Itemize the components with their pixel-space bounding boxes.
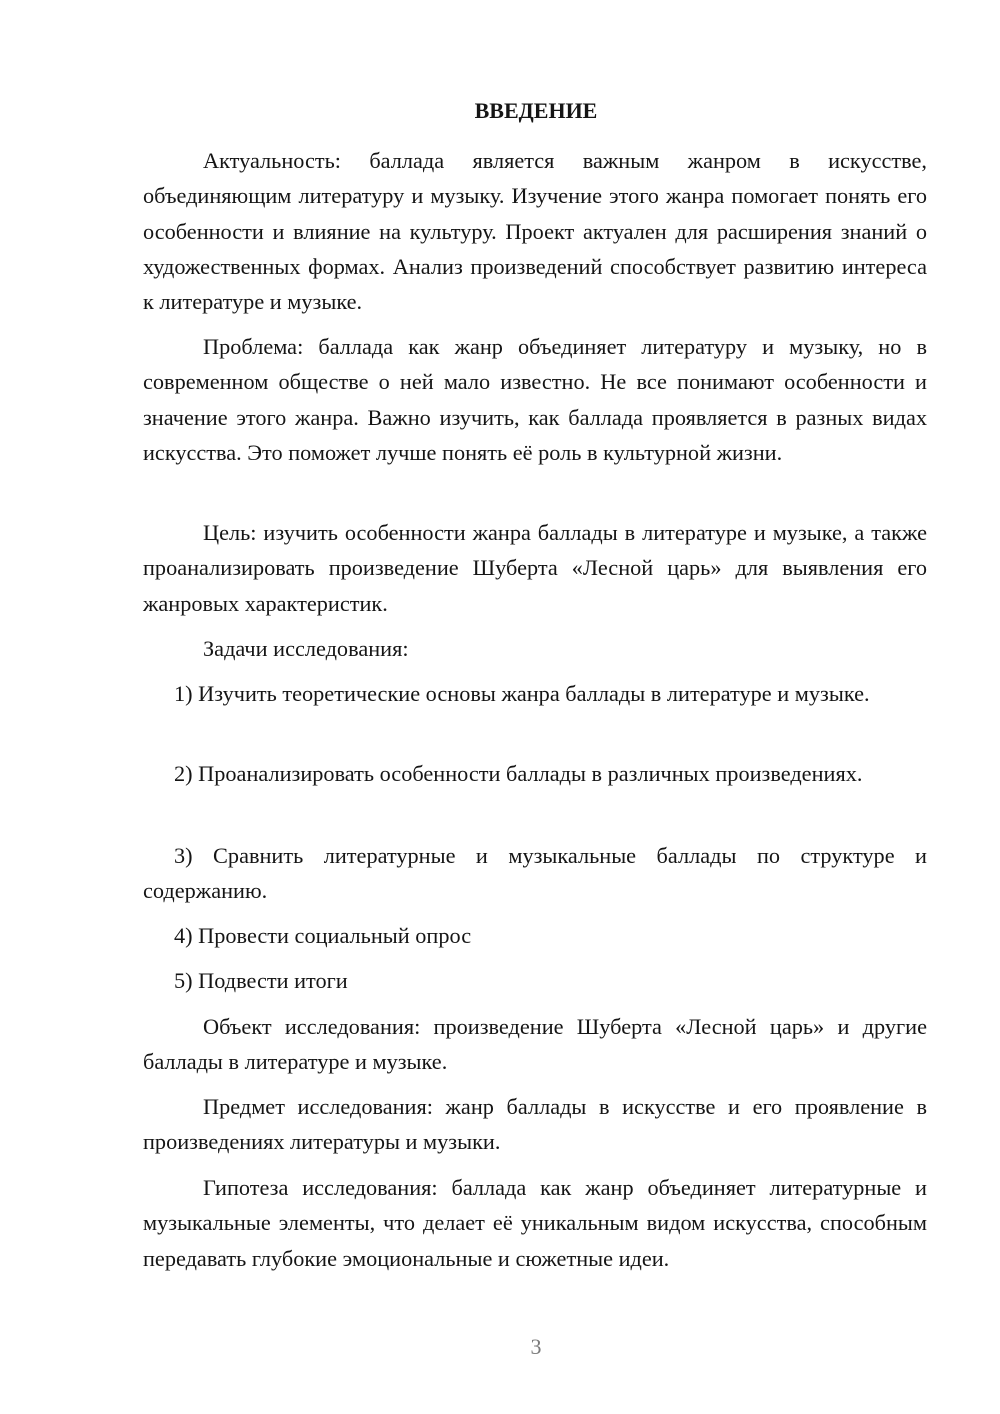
list-item-task-4: 4) Провести социальный опрос bbox=[174, 923, 472, 948]
paragraph-object: Объект исследования: произведение Шуберта «Лесной царь» и другие баллады в литературе и музыке. bbox=[143, 1014, 927, 1075]
list-item-task-3: 3) Сравнить литературные и музыкальные баллады по структуре и содержанию. bbox=[143, 843, 927, 904]
list-item-task-2: 2) Проанализировать особенности баллады в различных произведениях. bbox=[174, 761, 863, 786]
paragraph-hypothesis: Гипотеза исследования: баллада как жанр объединяет литературные и музыкальные элементы, что делает её уникальным видом искусства, способным передавать глубокие эмоциональные и сюжетные идеи. bbox=[143, 1175, 927, 1271]
list-item-task-1: 1) Изучить теоретические основы жанра баллады в литературе и музыке. bbox=[174, 681, 870, 706]
paragraph-goal: Цель: изучить особенности жанра баллады в литературе и музыке, а также проанализировать произведение Шуберта «Лесной царь» для выявления его жанровых характеристик. bbox=[143, 520, 927, 616]
list-item-task-5: 5) Подвести итоги bbox=[174, 968, 348, 993]
paragraph-tasks-heading: Задачи исследования: bbox=[203, 636, 409, 661]
paragraph-relevance: Актуальность: баллада является важным жанром в искусстве, объединяющим литературу и музыку. Изучение этого жанра помогает понять его особенности и влияние на культуру. Проект актуален для расширения знаний о художественных формах. Анализ произведений способствует развитию интереса к литературе и музыке. bbox=[143, 148, 927, 315]
page-number: 3 bbox=[530, 1334, 542, 1359]
paragraph-problem: Проблема: баллада как жанр объединяет литературу и музыку, но в современном обществе о ней мало известно. Не все понимают особенности и значение этого жанра. Важно изучить, как баллада проявляется в разных видах искусства. Это поможет лучше понять её роль в культурной жизни. bbox=[143, 334, 927, 465]
page-title: ВВЕДЕНИЕ bbox=[474, 98, 598, 123]
paragraph-subject: Предмет исследования: жанр баллады в искусстве и его проявление в произведениях литературы и музыки. bbox=[143, 1094, 927, 1155]
